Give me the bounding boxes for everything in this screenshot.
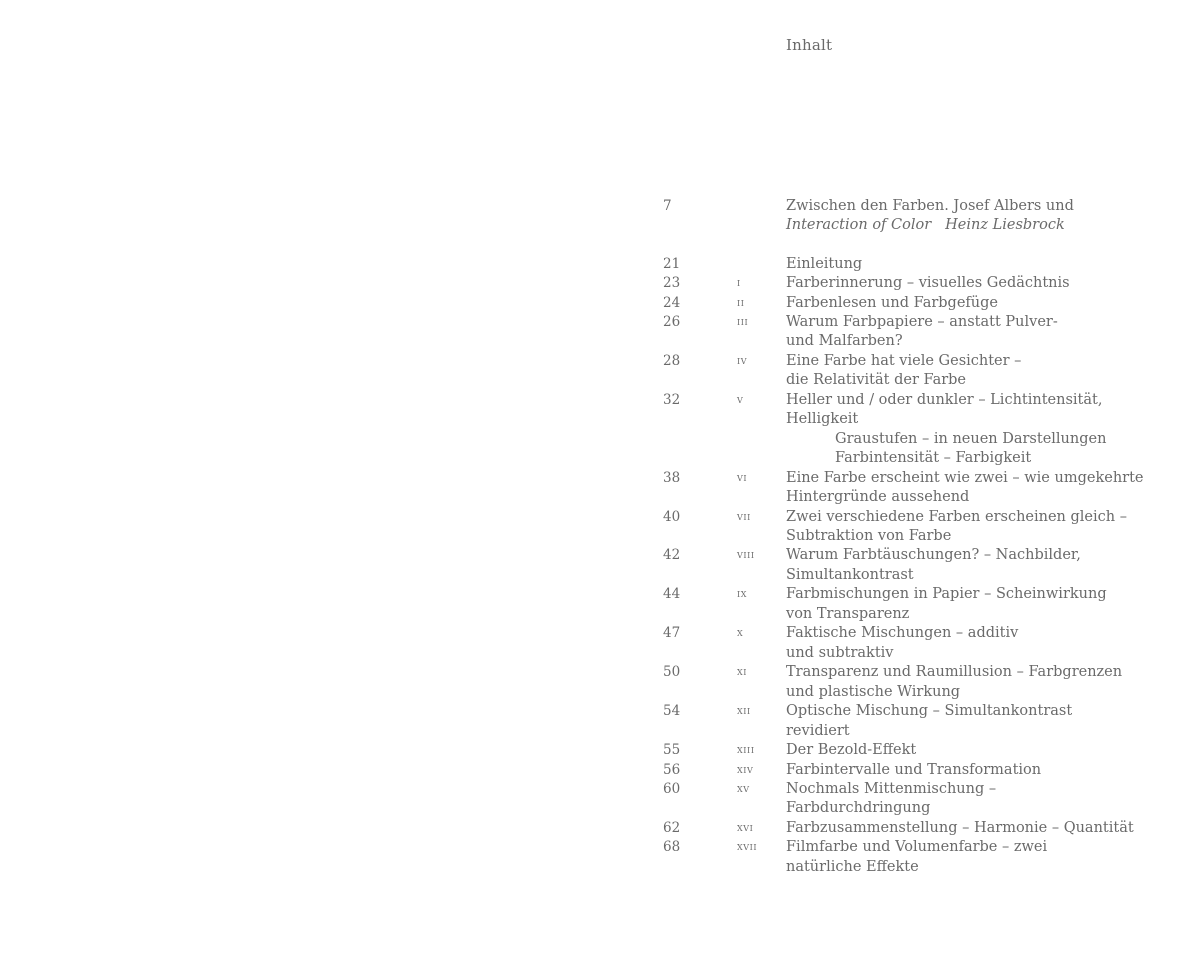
toc-entry-title: Hintergründe aussehend — [786, 489, 970, 505]
toc-entry-continuation — [0, 798, 1200, 818]
toc-entry-title: Farbdurchdringung — [786, 800, 931, 816]
toc-chapter-number: ii — [737, 296, 745, 309]
toc-chapter-number: v — [737, 393, 744, 406]
toc-page-number: 21 — [663, 256, 681, 272]
toc-entry-title: Heller und / oder dunkler – Lichtintensität, — [786, 392, 1103, 408]
toc-entry — [0, 623, 1200, 643]
toc-entry-intro-line2 — [0, 215, 1200, 235]
toc-entry-title: Warum Farbpapiere – anstatt Pulver- — [786, 314, 1058, 330]
toc-entry-continuation — [0, 331, 1200, 351]
toc-subentry — [0, 429, 1200, 449]
toc-chapter-number: xi — [737, 665, 748, 678]
toc-entry-title: Subtraktion von Farbe — [786, 528, 952, 544]
toc-entry-continuation — [0, 487, 1200, 507]
toc-entry — [0, 351, 1200, 371]
toc-entry — [0, 837, 1200, 857]
toc-chapter-number: xvi — [737, 821, 754, 834]
toc-page-number: 28 — [663, 353, 681, 369]
toc-chapter-number: xii — [737, 704, 751, 717]
toc-page-number: 44 — [663, 586, 681, 602]
toc-entry — [0, 584, 1200, 604]
toc-page-number: 42 — [663, 547, 681, 563]
toc-chapter-number: xv — [737, 782, 750, 795]
toc-entry-title: Zwischen den Farben. Josef Albers und — [786, 198, 1074, 214]
toc-page-number: 50 — [663, 664, 681, 680]
toc-page-number: 56 — [663, 762, 681, 778]
toc-chapter-number: xvii — [737, 840, 758, 853]
toc-page-number: 55 — [663, 742, 681, 758]
toc-chapter-number: vii — [737, 510, 751, 523]
toc-chapter-number: xiii — [737, 743, 755, 756]
toc-entry-title: Farbintervalle und Transformation — [786, 762, 1042, 778]
toc-entry-subtitle — [786, 215, 1065, 235]
toc-entry-title: Nochmals Mittenmischung – — [786, 781, 997, 797]
toc-entry — [0, 662, 1200, 682]
toc-entry-title: und subtraktiv — [786, 645, 894, 661]
toc-entry-title: Farberinnerung – visuelles Gedächtnis — [786, 275, 1070, 291]
toc-chapter-number: ix — [737, 587, 748, 600]
toc-page-number: 32 — [663, 392, 681, 408]
toc-page-number: 62 — [663, 820, 681, 836]
toc-entry-title: revidiert — [786, 723, 850, 739]
toc-entry-continuation — [0, 409, 1200, 429]
toc-entry-title: Eine Farbe erscheint wie zwei – wie umgekehrte — [786, 470, 1144, 486]
toc-entry-title: Farbzusammenstellung – Harmonie – Quantität — [786, 820, 1134, 836]
toc-chapter-number: iv — [737, 354, 748, 367]
toc-entry — [0, 273, 1200, 293]
toc-chapter-number: viii — [737, 548, 755, 561]
toc-page-number: 7 — [663, 198, 672, 214]
toc-entry-title: Simultankontrast — [786, 567, 914, 583]
toc-page-number: 60 — [663, 781, 681, 797]
toc-entry-title: Farbenlesen und Farbgefüge — [786, 295, 998, 311]
toc-entry-title: Einleitung — [786, 256, 863, 272]
toc-entry — [0, 779, 1200, 799]
toc-entry-continuation — [0, 857, 1200, 877]
toc-entry-title: natürliche Effekte — [786, 859, 919, 875]
toc-entry — [0, 701, 1200, 721]
toc-chapter-number: iii — [737, 315, 749, 328]
toc-page-number: 54 — [663, 703, 681, 719]
toc-page-number: 23 — [663, 275, 681, 291]
toc-entry-title: Transparenz und Raumillusion – Farbgrenzen — [786, 664, 1123, 680]
toc-entry-title: Optische Mischung – Simultankontrast — [786, 703, 1073, 719]
toc-entry-title: Filmfarbe und Volumenfarbe – zwei — [786, 839, 1048, 855]
toc-entry-title: Helligkeit — [786, 411, 859, 427]
toc-entry-title: Faktische Mischungen – additiv — [786, 625, 1019, 641]
toc-entry-title: von Transparenz — [786, 606, 910, 622]
toc-entry — [0, 740, 1200, 760]
toc-chapter-number: i — [737, 276, 741, 289]
toc-entry — [0, 254, 1200, 274]
toc-chapter-number: vi — [737, 471, 748, 484]
toc-entry — [0, 545, 1200, 565]
toc-entry-continuation — [0, 370, 1200, 390]
toc-entry — [0, 818, 1200, 838]
toc-page-number: 68 — [663, 839, 681, 855]
toc-entry-title: Zwei verschiedene Farben erscheinen gleich – — [786, 509, 1127, 525]
toc-entry-title: und plastische Wirkung — [786, 684, 961, 700]
toc-entry-continuation — [0, 565, 1200, 585]
toc-entry-continuation — [0, 682, 1200, 702]
toc-entry-title: Der Bezold-Effekt — [786, 742, 917, 758]
toc-entry — [0, 293, 1200, 313]
toc-entry-continuation — [0, 643, 1200, 663]
toc-chapter-number: x — [737, 626, 744, 639]
toc-page-number: 24 — [663, 295, 681, 311]
toc-entry-title: und Malfarben? — [786, 333, 903, 349]
toc-subentry-title: Graustufen – in neuen Darstellungen — [835, 431, 1107, 447]
toc-subentry — [0, 448, 1200, 468]
toc-subentry-title: Farbintensität – Farbigkeit — [835, 450, 1032, 466]
toc-entry-title: Warum Farbtäuschungen? – Nachbilder, — [786, 547, 1081, 563]
toc-page-number: 26 — [663, 314, 681, 330]
toc-entry-title: Eine Farbe hat viele Gesichter – — [786, 353, 1022, 369]
book-title: Interaction of Color — [786, 217, 932, 233]
toc-chapter-number: xiv — [737, 763, 754, 776]
toc-page-number: 40 — [663, 509, 681, 525]
toc-entry-continuation — [0, 721, 1200, 741]
author-name: Heinz Liesbrock — [945, 217, 1065, 233]
toc-entry-title: die Relativität der Farbe — [786, 372, 967, 388]
toc-entry — [0, 507, 1200, 527]
toc-entry-title: Farbmischungen in Papier – Scheinwirkung — [786, 586, 1107, 602]
toc-entry-continuation — [0, 604, 1200, 624]
page-title: Inhalt — [786, 36, 833, 54]
toc-entry-continuation — [0, 526, 1200, 546]
toc-entry — [0, 760, 1200, 780]
toc-entry — [0, 390, 1200, 410]
toc-entry — [0, 312, 1200, 332]
toc-page-number: 47 — [663, 625, 681, 641]
toc-page-number: 38 — [663, 470, 681, 486]
toc-entry — [0, 468, 1200, 488]
toc-entry-intro — [0, 196, 1200, 216]
